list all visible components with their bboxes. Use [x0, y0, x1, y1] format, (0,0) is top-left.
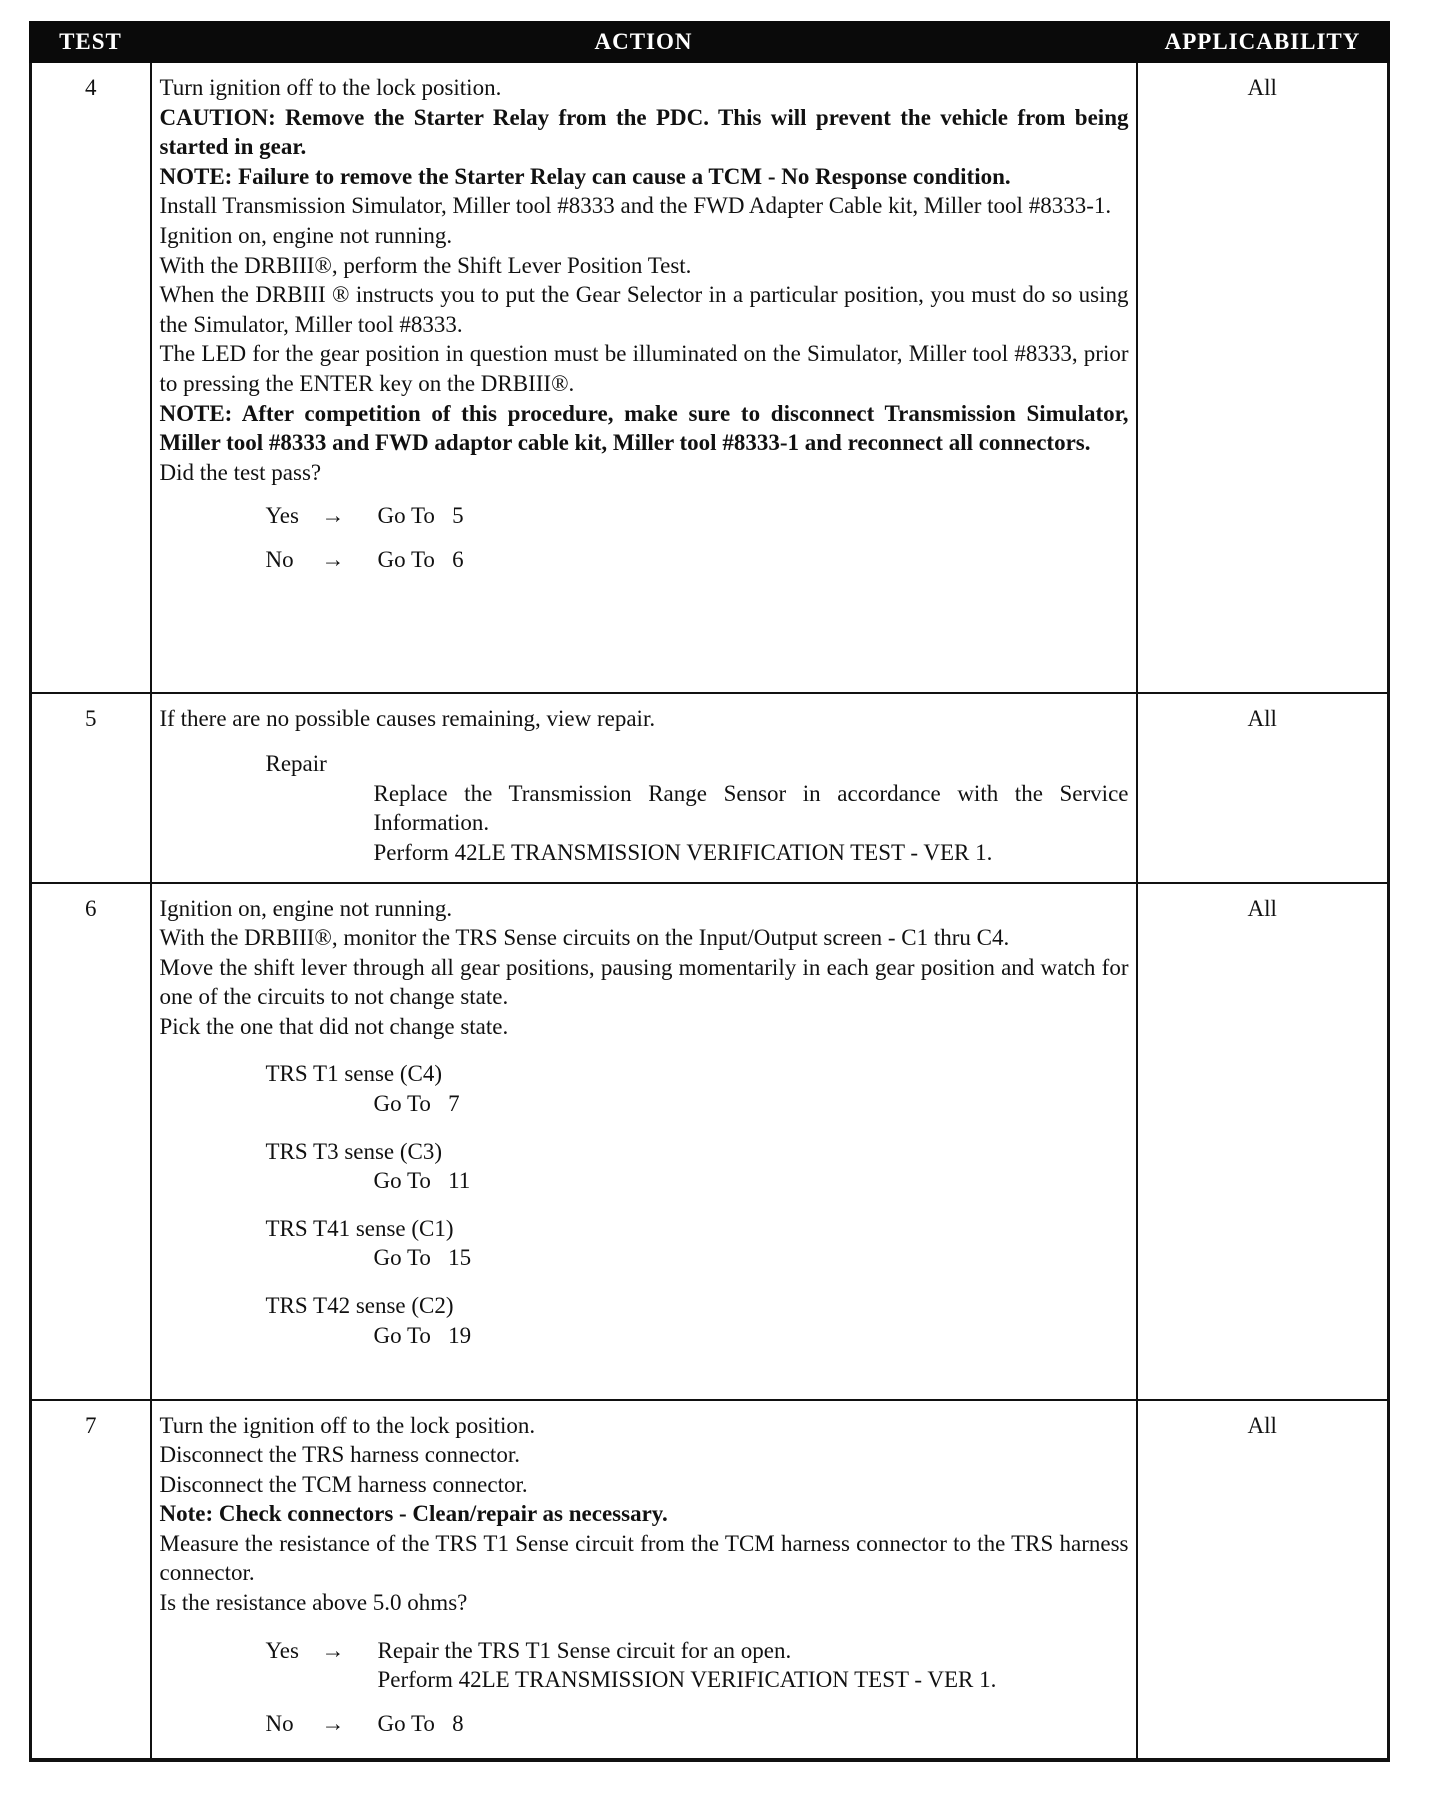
repair-line: Perform 42LE TRANSMISSION VERIFICATION TEST - VER 1.	[373, 839, 993, 865]
applicability-value: All	[1137, 693, 1389, 883]
question: Did the test pass?	[159, 459, 322, 485]
choice-label: TRS T1 sense (C4)	[265, 1061, 443, 1087]
goto-target: Go To 5	[377, 503, 464, 529]
choice-label: TRS T41 sense (C1)	[265, 1215, 454, 1241]
repair-line: Replace the Transmission Range Sensor in accordance with the Service Information.	[373, 780, 1129, 836]
action-line: Disconnect the TCM harness connector.	[159, 1471, 528, 1497]
note: NOTE: After competition of this procedure, make sure to disconnect Transmission Simulator, Miller tool #8333 and FWD adaptor cable kit, Miller tool #8333-1 and reconnect all connectors.	[159, 400, 1129, 456]
goto-target: Go To 8	[377, 1710, 464, 1736]
action-line: Ignition on, engine not running.	[159, 895, 453, 921]
caution-note: CAUTION: Remove the Starter Relay from the PDC. This will prevent the vehicle from being started in gear.	[159, 104, 1129, 160]
question: Pick the one that did not change state.	[159, 1013, 509, 1039]
note: Note: Check connectors - Clean/repair as necessary.	[159, 1501, 668, 1527]
arrow-icon: →	[321, 503, 345, 529]
action-line: If there are no possible causes remaining, view repair.	[159, 705, 656, 731]
note: NOTE: Failure to remove the Starter Relay can cause a TCM - No Response condition.	[159, 163, 1011, 189]
outcome-yes	[266, 1636, 1129, 1695]
goto-target: Go To 19	[373, 1322, 472, 1348]
action-line: Move the shift lever through all gear positions, pausing momentarily in each gear position and watch for one of the circuits to not change state.	[159, 954, 1129, 1010]
action-line: Turn ignition off to the lock position.	[159, 75, 502, 100]
outcome-no	[266, 545, 1129, 575]
choice-label: TRS T3 sense (C3)	[265, 1138, 443, 1164]
header-test: TEST	[31, 23, 151, 62]
arrow-icon: →	[321, 1637, 345, 1663]
table-row-test-4	[31, 62, 1389, 693]
arrow-icon: →	[321, 1710, 345, 1736]
choice-label: TRS T42 sense (C2)	[265, 1293, 454, 1319]
action-line: With the DRBIII®, perform the Shift Lever Position Test.	[159, 252, 692, 278]
action-line: Ignition on, engine not running.	[159, 222, 453, 248]
action-line: The LED for the gear position in question must be illuminated on the Simulator, Miller tool #8333, prior to pressing the ENTER key on the DRBIII®.	[159, 341, 1129, 396]
repair-instructions	[378, 1636, 997, 1695]
test-number: 7	[31, 1400, 151, 1760]
action-cell	[151, 1400, 1137, 1760]
applicability-value: All	[1137, 62, 1389, 693]
action-cell	[151, 62, 1137, 693]
repair-line: Repair the TRS T1 Sense circuit for an open.	[377, 1637, 792, 1663]
choice-item	[266, 1059, 1129, 1118]
arrow-icon: →	[321, 546, 345, 572]
outcome-label: No	[265, 1710, 294, 1736]
goto-target: Go To 7	[373, 1091, 460, 1117]
table-header-row	[31, 23, 1389, 62]
repair-title: Repair	[265, 751, 327, 777]
choice-item	[266, 1214, 1129, 1273]
applicability-value: All	[1137, 883, 1389, 1400]
action-cell	[151, 693, 1137, 883]
choice-item	[266, 1291, 1129, 1350]
applicability-value: All	[1137, 1400, 1389, 1760]
action-line: When the DRBIII ® instructs you to put the Gear Selector in a particular position, you must do so using the Simulator, Miller tool #8333.	[159, 282, 1129, 337]
goto-target: Go To 6	[377, 546, 464, 572]
outcome-no	[266, 1709, 1129, 1739]
choice-item	[266, 1137, 1129, 1196]
diagnostic-test-table	[29, 21, 1390, 1762]
header-applicability: APPLICABILITY	[1137, 23, 1389, 62]
action-line: Measure the resistance of the TRS T1 Sense circuit from the TCM harness connector to the TRS harness connector.	[159, 1530, 1129, 1586]
action-line: Install Transmission Simulator, Miller tool #8333 and the FWD Adapter Cable kit, Miller tool #8333-1.	[159, 193, 1112, 219]
question: Is the resistance above 5.0 ohms?	[159, 1590, 468, 1616]
table-row-test-6	[31, 883, 1389, 1400]
goto-target: Go To 11	[373, 1168, 471, 1194]
repair-line: Perform 42LE TRANSMISSION VERIFICATION TEST - VER 1.	[377, 1667, 997, 1693]
goto-target: Go To 15	[373, 1245, 472, 1271]
outcome-label: Yes	[265, 503, 299, 529]
outcome-label: No	[265, 546, 294, 572]
diagnostic-test-table-container	[29, 21, 1387, 1762]
table-row-test-7	[31, 1400, 1389, 1760]
header-action: ACTION	[151, 23, 1137, 62]
table-row-test-5	[31, 693, 1389, 883]
test-number: 6	[31, 883, 151, 1400]
test-number: 4	[31, 62, 151, 693]
action-line: With the DRBIII®, monitor the TRS Sense circuits on the Input/Output screen - C1 thru C4.	[159, 925, 1010, 951]
action-line: Turn the ignition off to the lock position.	[159, 1412, 536, 1438]
test-number: 5	[31, 693, 151, 883]
action-line: Disconnect the TRS harness connector.	[159, 1442, 520, 1468]
action-cell	[151, 883, 1137, 1400]
outcome-label: Yes	[265, 1637, 299, 1663]
outcome-yes	[266, 501, 1129, 531]
